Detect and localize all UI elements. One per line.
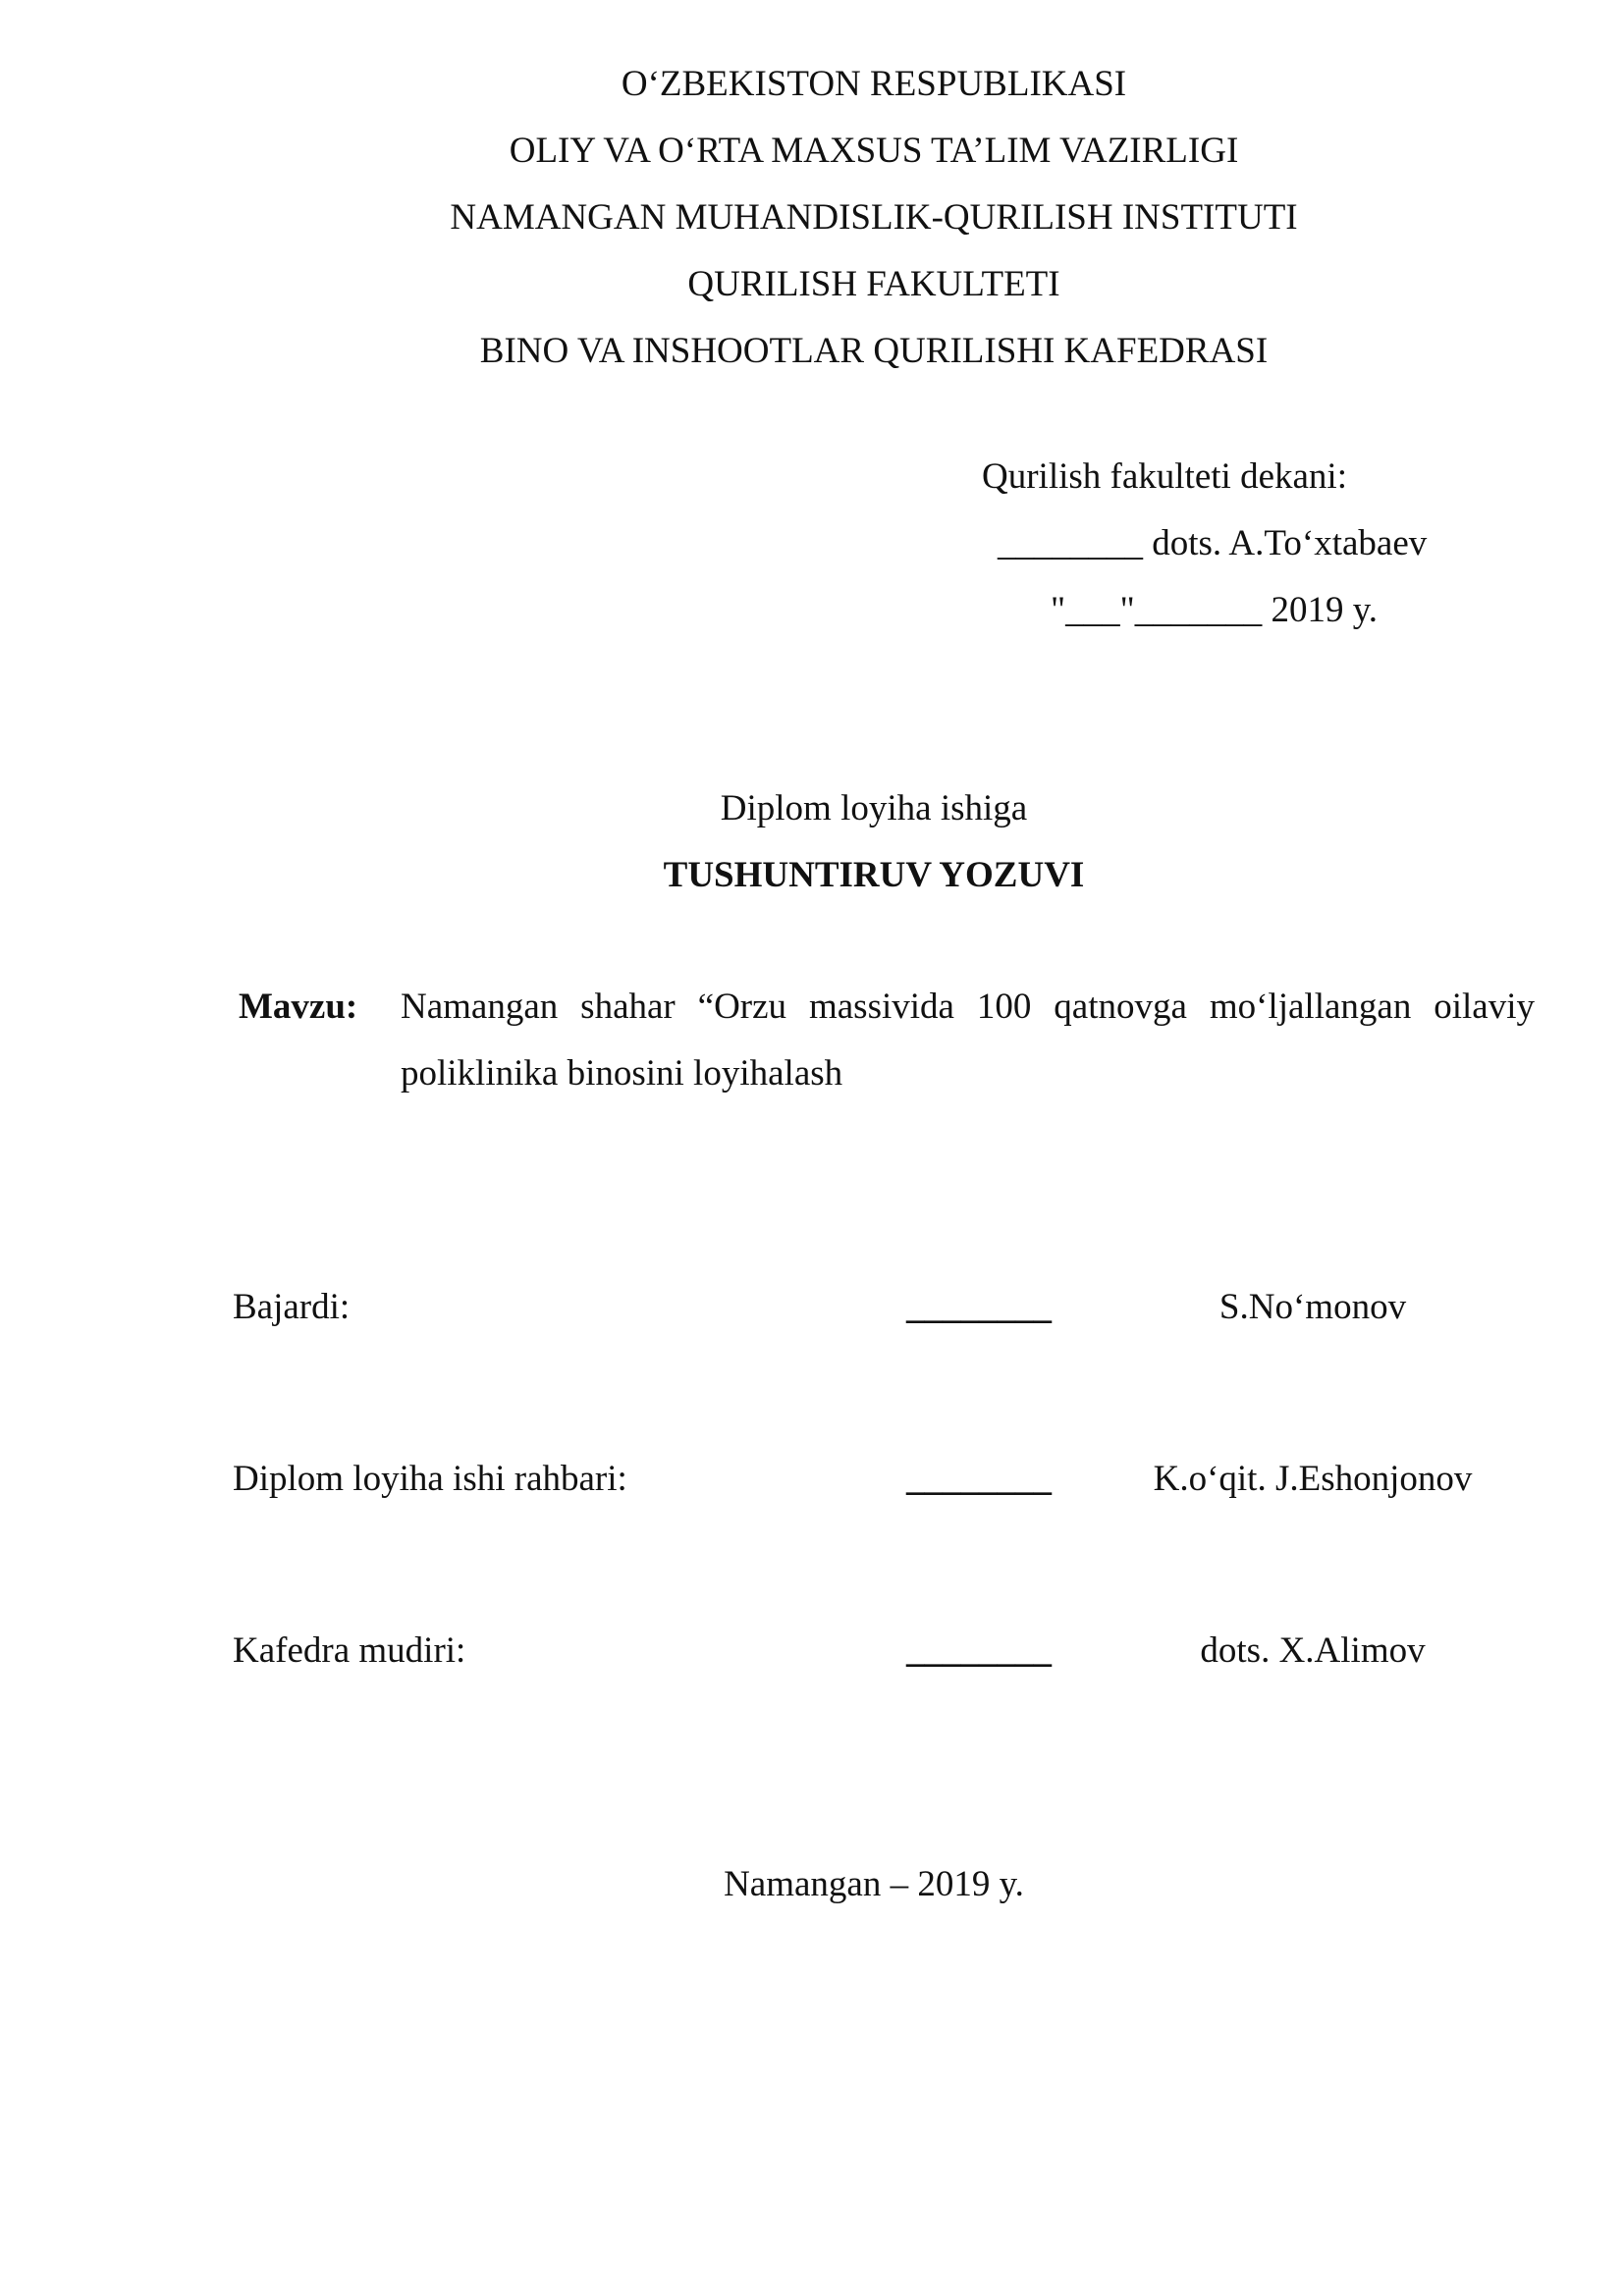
signature-row-supervisor — [233, 1446, 1539, 1513]
topic-text: Namangan shahar “Orzu massivida 100 qatnovga mo‘ljallangan oilaviy poliklinika binosini loyihalash — [401, 987, 1535, 1094]
signature-role: Bajardi: — [233, 1287, 351, 1327]
approval-date: "___"_______ 2019 y. — [1051, 590, 1379, 630]
document-title-block — [0, 775, 1624, 909]
document-subtitle: Diplom loyiha ishiga — [720, 788, 1028, 828]
approval-position: Qurilish fakulteti dekani: — [982, 456, 1347, 497]
signature-role: Kafedra mudiri: — [233, 1630, 466, 1671]
signature-role: Diplom loyiha ishi rahbari: — [233, 1459, 627, 1499]
header-line-country: O‘ZBEKISTON RESPUBLIKASI — [621, 64, 1127, 104]
header-line-faculty: QURILISH FAKULTETI — [687, 264, 1060, 304]
signature-row-executor — [233, 1274, 1539, 1341]
header-line-institute: NAMANGAN MUHANDISLIK-QURILISH INSTITUTI — [450, 197, 1298, 238]
header-line-ministry: OLIY VA O‘RTA MAXSUS TA’LIM VAZIRLIGI — [509, 131, 1239, 171]
document-title: TUSHUNTIRUV YOZUVI — [663, 855, 1085, 895]
approval-signature: ________ dots. A.To‘xtabaev — [998, 523, 1428, 563]
approval-block — [982, 444, 1492, 644]
signature-row-department-head — [233, 1618, 1539, 1684]
signature-blank: ________ — [906, 1630, 1052, 1671]
signature-name: dots. X.Alimov — [1200, 1630, 1426, 1671]
signature-name: K.o‘qit. J.Eshonjonov — [1153, 1459, 1473, 1499]
place-year: Namangan – 2019 y. — [724, 1864, 1024, 1904]
topic-label: Mavzu: — [239, 987, 358, 1027]
institution-header — [0, 51, 1624, 385]
signature-blank: ________ — [906, 1287, 1052, 1327]
signature-blank: ________ — [906, 1459, 1052, 1499]
signature-name: S.No‘monov — [1218, 1287, 1407, 1327]
header-line-department: BINO VA INSHOOTLAR QURILISHI KAFEDRASI — [479, 331, 1269, 371]
